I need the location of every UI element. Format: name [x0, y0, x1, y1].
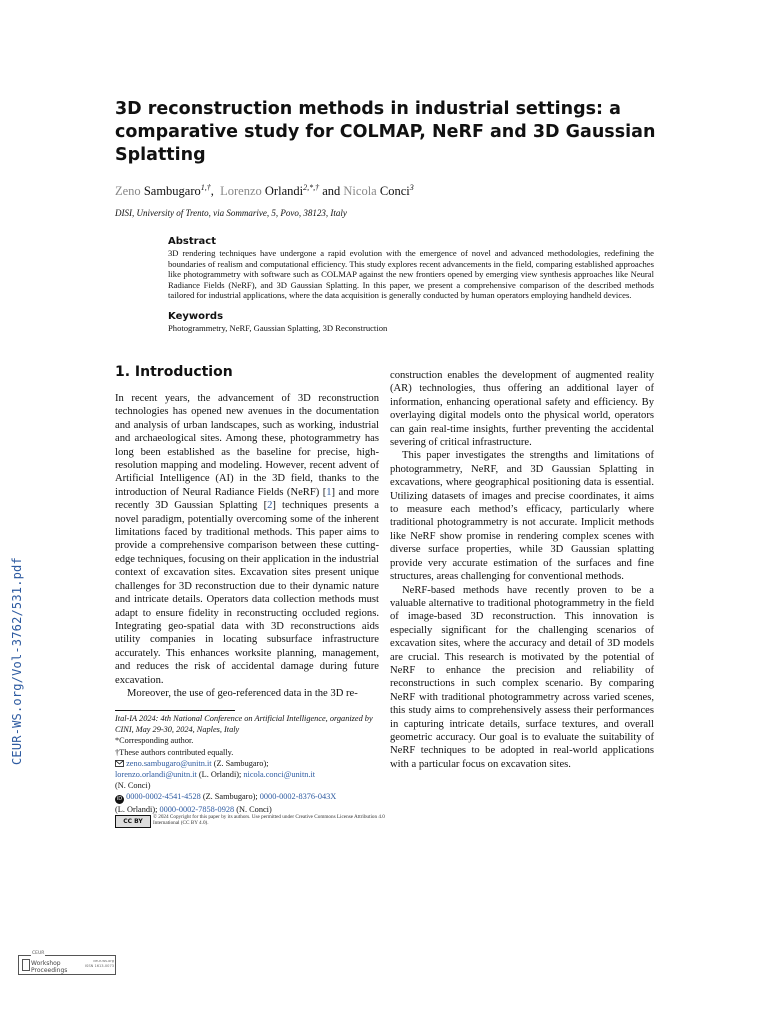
orcid-name-conci: (N. Conci) [236, 805, 272, 815]
orcid-name-sambugaro: (Z. Sambugaro); [202, 792, 258, 802]
affiliation: DISI, University of Trento, via Sommarive, 5, Povo, 38123, Italy [115, 208, 347, 218]
intro-paragraph-3: This paper investigates the strengths and limitations of photogrammetry, NeRF, and 3D Gaussian Splatting in excavations, where geographical positioning data is essential. Utilizing datasets of images and precise coordinates, it aims to measure each method’s efficacy, particularly where traditional photogrammetry is not accurate. Implicit methods like NeRF show promise in rendering complex scenes with diverse surface properties, while 3D Gaussian splatting provide very accurate estimation of the surfaces and fine structures, areas challenging for conventional methods. [390, 450, 654, 583]
sidebar-url[interactable] [8, 557, 28, 765]
cc-by-badge[interactable]: CC BY [115, 815, 151, 828]
author-sep-comma: , [210, 184, 214, 199]
author-3-sup: 3 [409, 183, 414, 192]
orcid-link-orlandi[interactable]: 0000-0002-8376-043X [259, 792, 337, 802]
author-2-first: Lorenzo [220, 184, 262, 199]
email-name-sambugaro: (Z. Sambugaro); [213, 758, 269, 768]
email-name-conci: (N. Conci) [115, 781, 151, 791]
ceur-logo-text [31, 961, 67, 974]
orcid-link-conci[interactable]: 0000-0002-7858-0928 [159, 805, 235, 815]
envelope-icon [115, 760, 124, 767]
author-1-sup: 1,† [200, 183, 211, 192]
abstract-text: 3D rendering techniques have undergone a rapid evolution with the emergence of novel and advanced methodologies, redefining the boundaries of realism and computational efficiency. This study explores recent advancements in the field, comparing established approaches like photogrammetry with software such as COLMAP against the new frontiers opened by emerging view synthesis approaches like Neural Radiance Fields (NeRF), and 3D Gaussian Splatting. In this paper, we present a comprehensive comparison of the described methods tailored for industrial applications, where the data acquisition is generally conducted by human operators employing handheld devices. [168, 248, 654, 301]
ceur-logo-line2: Proceedings [31, 966, 68, 974]
right-column [390, 369, 654, 771]
author-1-first: Zeno [115, 184, 141, 199]
ceur-mark-icon [22, 959, 30, 971]
paper-title: 3D reconstruction methods in industrial settings: a comparative study for COLMAP, NeRF and 3D Gaussian Splatting [115, 99, 656, 165]
footnote-conference: Ital-IA 2024: 4th National Conference on Artificial Intelligence, organized by CINI, May 29-30, 2024, Naples, Italy [115, 714, 373, 735]
author-2-last: Orlandi [264, 184, 304, 199]
sidebar-url-text[interactable]: CEUR-WS.org/Vol-3762/531.pdf [10, 557, 24, 765]
orcid-name-orlandi: (L. Orlandi); [115, 805, 158, 815]
author-sep-and: and [322, 184, 341, 199]
citation-link-2[interactable]: 2 [267, 500, 273, 512]
left-column [115, 364, 379, 700]
license-text: © 2024 Copyright for this paper by its authors. Use permitted under Creative Commons License Attribution 4.0 International (CC BY 4.0). [153, 814, 385, 827]
author-3-first: Nicola [343, 184, 377, 199]
author-1-last: Sambugaro [143, 184, 201, 199]
footnote-divider [115, 710, 235, 711]
ceur-workshop-logo [18, 951, 116, 975]
author-3-last: Conci [379, 184, 410, 199]
intro-paragraph-2-cont: construction enables the development of augmented reality (AR) technologies, thus offering an additional layer of information, enhancing operational safety and efficiency. By overlaying digital models onto the physical world, operators can gain real-time insights, further preventing the accidental severing of critical infrastructure. [390, 370, 654, 449]
abstract-heading: Abstract [168, 236, 217, 247]
section-heading-introduction: 1. Introduction [115, 364, 233, 380]
ceur-logo-top: CEUR [32, 951, 45, 956]
footnotes [115, 713, 383, 816]
orcid-link-sambugaro[interactable]: 0000-0002-4541-4528 [126, 792, 201, 802]
keywords-heading: Keywords [168, 310, 224, 322]
intro-p1-part-a: In recent years, the advancement of 3D reconstruction technologies has opened new avenues in the documentation and analysis of urban landscapes, such as working, industrial and archaeological sites. Among these, photogrammetry has long been established as the baseline for precise, high-resolution mapping and modeling. However, recent advent of Artificial Intelligence (AI) in the 3D field, thanks to the introduction of Neural Radiance Fields (NeRF) [ [115, 393, 379, 498]
intro-p1-part-b: ] and more recently 3D Gaussian Splatting [ [115, 486, 380, 512]
ceur-issn-line1: ceur-ws.org [93, 959, 115, 963]
email-name-orlandi: (L. Orlandi); [198, 770, 242, 780]
orcid-icon: iD [116, 796, 123, 803]
footnote-emails [115, 758, 383, 792]
email-link-conci[interactable]: nicola.conci@unitn.it [243, 770, 316, 780]
footnote-equal: †These authors contributed equally. [115, 747, 234, 757]
ceur-issn-line2: ISSN 1613-0073 [85, 964, 115, 968]
footnote-corresponding: *Corresponding author. [115, 736, 194, 746]
ceur-logo-line1: Workshop [31, 960, 61, 967]
author-2-sup: 2,*,† [303, 183, 320, 192]
email-link-sambugaro[interactable]: zeno.sambugaro@unitn.it [126, 758, 212, 768]
email-link-orlandi[interactable]: lorenzo.orlandi@unitn.it [115, 770, 197, 780]
keywords-text: Photogrammetry, NeRF, Gaussian Splatting, 3D Reconstruction [168, 322, 388, 333]
intro-p1-part-c: ] techniques presents a novel paradigm, potentially overcoming some of the inherent limitations faced by traditional methods. This paper aims to provide a comprehensive comparison between these cutting-edge techniques, focusing on their application in the industrial context of excavation sites. Excavation sites present unique challenges for 3D reconstruction due to their dynamic nature and intricate details. Operators data collection methods must adapt to ensure fidelity in reconstructing occluded regions. Integrating geo-spatial data with 3D reconstructions aids utility companies in locating subsurface infrastructure accurately. This enhances worksite planning, management, and reduces the risk of accidental damage during future excavation. [115, 500, 379, 686]
footnote-orcids [115, 791, 383, 815]
abstract-section [168, 236, 654, 333]
intro-paragraph-2-start: Moreover, the use of geo-referenced data in the 3D re- [127, 687, 358, 699]
intro-paragraph-1 [115, 392, 379, 687]
intro-paragraph-4: NeRF-based methods have recently proven to be a valuable alternative to traditional photogrammetry in the field of image-based 3D reconstruction. This innovation is especially significant for the challenging scenarios of excavation sites, where the accuracy and detail of 3D models are crucial. This research is motivated by the potential of NeRF to enhance the precision and reliability of reconstructions in such complex scenario. By comparing NeRF with traditional photogrammetry across varied scenes, this study aims to comprehensively assess their performances in capturing intricate details, surface textures, and overall geometric accuracy. Our goal is to evaluate the suitability of NeRF techniques to be adopted in real-world applications with a particular focus on excavation sites. [390, 584, 654, 770]
author-list [115, 180, 414, 199]
citation-link-1[interactable]: 1 [326, 486, 332, 498]
license-notice [115, 814, 385, 828]
ceur-issn [85, 959, 114, 969]
